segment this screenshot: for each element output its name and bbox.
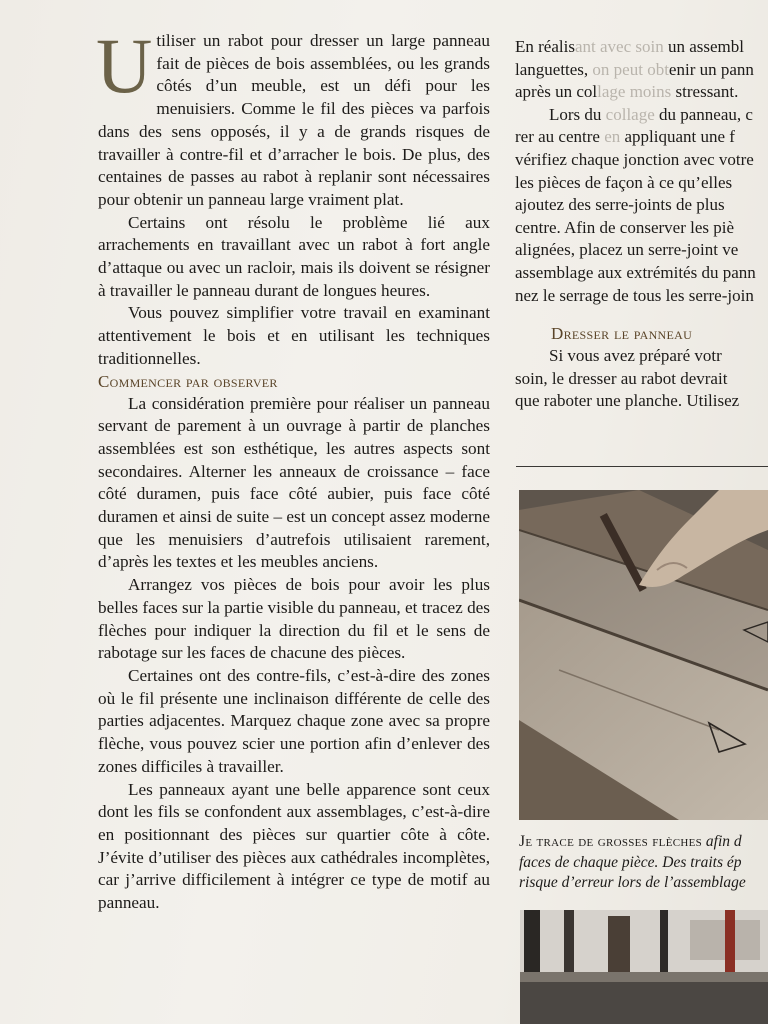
intro-paragraph: Utiliser un rabot pour dresser un large panneau fait de pièces de bois assemblées, ou les grands côtés d’un meuble, est un défi pour les menuisiers. Comme le fil des pièces va parfois dans des sens opposés, il y a de grands risques de travailler à contre-fil et d’arracher le bois. De plus, des centaines de passes au rabot à replanir sont nécessaires pour obtenir un panneau large vraiment plat. bbox=[96, 22, 490, 209]
photo-marking-boards bbox=[519, 490, 768, 820]
right-line: Si vous avez préparé votr bbox=[549, 346, 722, 366]
paragraph-2: Certains ont résolu le problème lié aux arrachements en travaillant avec un rabot à fort angle d’attaque ou avec un racloir, mais ils doivent se résigner à travailler le panneau durant de longues heures. bbox=[98, 212, 490, 300]
paragraph-5: Arrangez vos pièces de bois pour avoir les plus belles faces sur la partie visible du panneau, et tracez des flèches pour indiquer la direction du fil et le sens de rabotage sur les faces de chacune des pièces. bbox=[98, 575, 490, 663]
right-line: Lors du collage du panneau, c bbox=[549, 104, 753, 124]
caption-line: Je trace de grosses flèches afin d bbox=[519, 833, 742, 850]
right-line: rer au centre en appliquant une f bbox=[515, 127, 735, 147]
right-line: assemblage aux extrémités du pann bbox=[515, 262, 756, 282]
right-line: vérifiez chaque jonction avec votre bbox=[515, 149, 754, 169]
right-line: que raboter une planche. Utilisez bbox=[515, 391, 740, 411]
photo-clamps bbox=[520, 910, 768, 1024]
right-line: alignées, placez un serre-joint ve bbox=[515, 240, 739, 260]
right-line: les pièces de façon à ce qu’elles bbox=[515, 172, 733, 192]
right-line: nez le serrage de tous les serre-join bbox=[515, 285, 754, 305]
caption-line: faces de chaque pièce. Des traits ép bbox=[519, 853, 742, 871]
photo-caption bbox=[519, 832, 768, 894]
left-column bbox=[96, 22, 490, 915]
section-heading-dresser: Dresser le panneau bbox=[551, 324, 693, 344]
drop-cap: U bbox=[96, 22, 153, 109]
right-line: soin, le dresser au rabot devrait bbox=[515, 368, 728, 388]
section-heading-observer: Commencer par observer bbox=[98, 371, 278, 391]
right-line: languettes, on peut obtenir un pann bbox=[515, 59, 754, 79]
photo-illustration bbox=[519, 490, 768, 820]
paragraph-4: La considération première pour réaliser un panneau servant de parement à un ouvrage à partir de planches assemblées est son esthétique, les autres aspects sont secondaires. Alterner les anneaux de croissance – face côté duramen, puis face côté aubier, puis face côté duramen et ainsi de suite – est un concept assez moderne que les menuisiers d’autrefois utilisaient rarement, d’après les textes et les meubles anciens. bbox=[98, 393, 490, 572]
right-line: ajoutez des serre-joints de plus bbox=[515, 195, 725, 215]
photo-illustration-2 bbox=[520, 910, 768, 1024]
paragraph-6: Certaines ont des contre-fils, c’est-à-dire des zones où le fil présente une inclinaison différente de celle des parties adjacentes. Marquez chaque zone avec sa propre flèche, vous pouvez scier une portion afin d’enlever des zones difficiles à travailler. bbox=[98, 665, 490, 776]
right-line: centre. Afin de conserver les piè bbox=[515, 217, 735, 237]
right-line: En réalisant avec soin un assembl bbox=[515, 37, 744, 56]
paragraph-3: Vous pouvez simplifier votre travail en examinant attentivement le bois et en utilisant les techniques traditionnelles. bbox=[98, 303, 490, 368]
caption-line: risque d’erreur lors de l’assemblage bbox=[519, 874, 746, 891]
right-line: après un collage moins stressant. bbox=[515, 82, 739, 102]
right-column bbox=[515, 36, 768, 413]
paragraph-7: Les panneaux ayant une belle apparence sont ceux dont les fils se confondent aux assemblages, c’est-à-dire en positionnant des pièces sur quartier côte à côte. J’évite d’utiliser des pièces aux cathédrales incomplètes, car j’arrive difficilement à intégrer ce type de motif au panneau. bbox=[98, 779, 490, 913]
separator-rule bbox=[516, 466, 768, 467]
